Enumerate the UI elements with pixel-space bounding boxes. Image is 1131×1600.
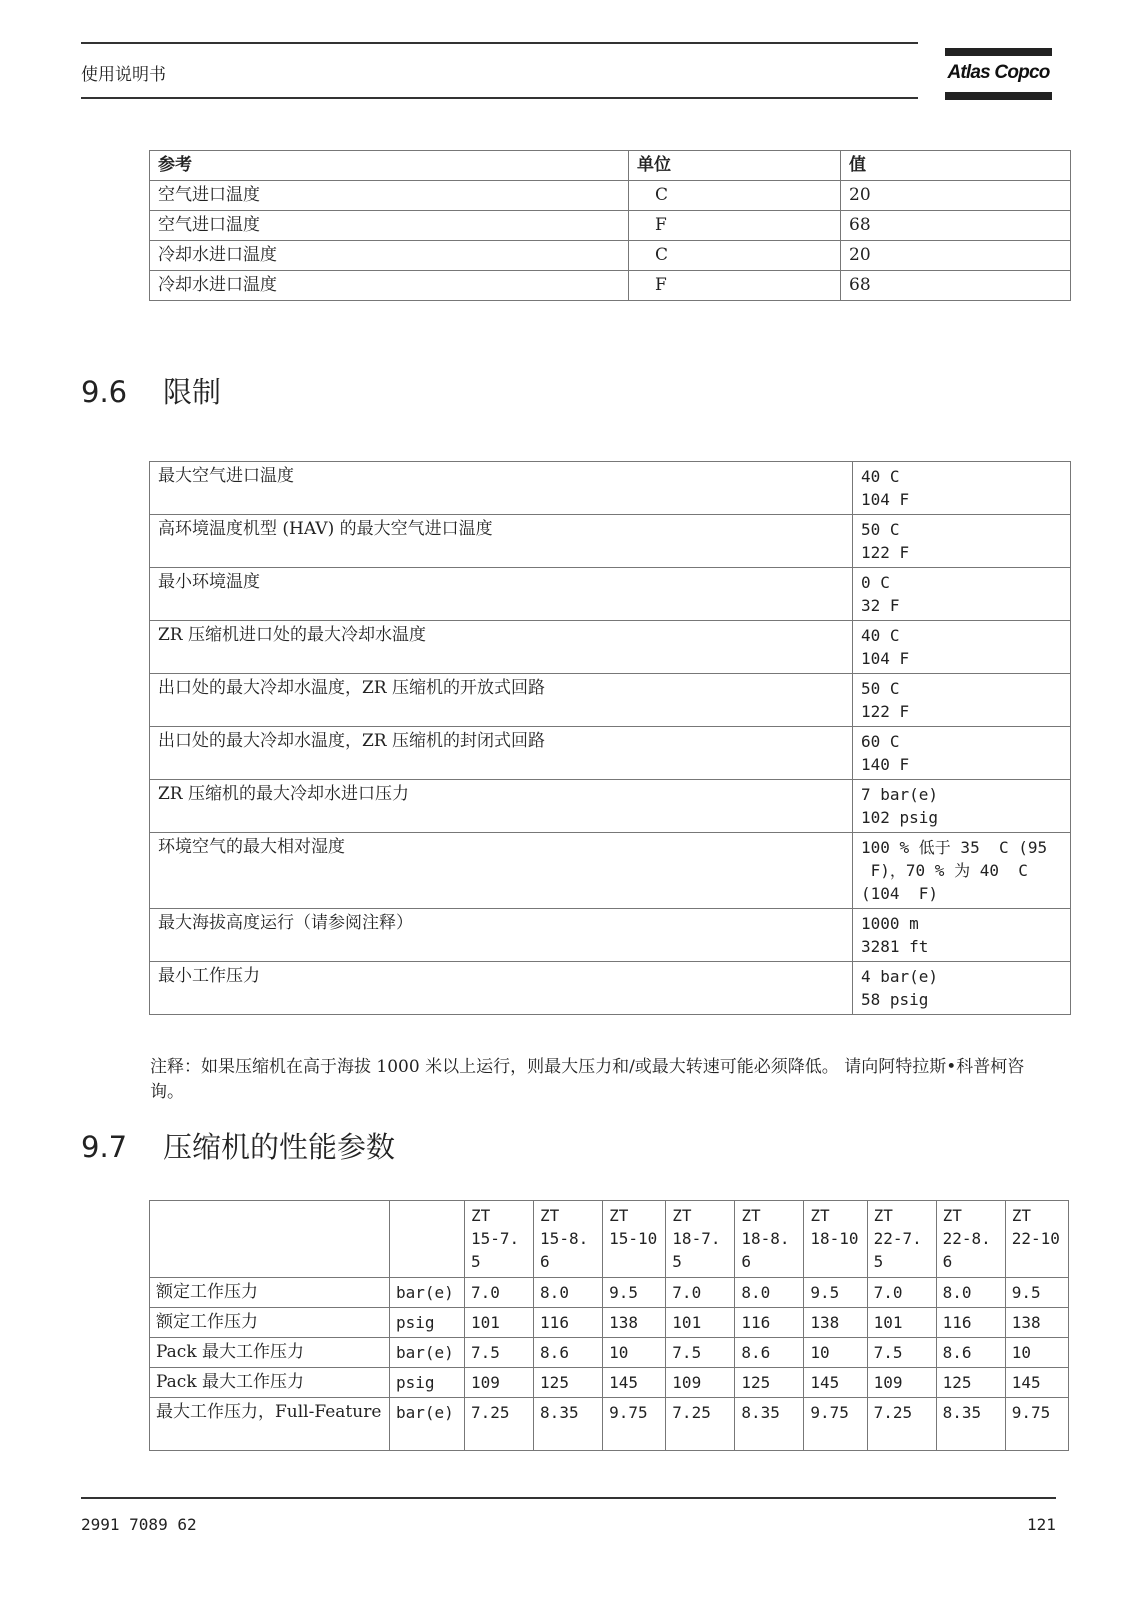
- perf-value: 7.25: [666, 1398, 735, 1451]
- model-header: ZT 22-7. 5: [867, 1201, 936, 1278]
- limit-value: 60 C 140 F: [853, 727, 1071, 780]
- perf-value: 8.0: [534, 1278, 603, 1308]
- footer-rule: [81, 1497, 1056, 1499]
- table-row: [150, 1278, 1069, 1308]
- perf-label: 最大工作压力，Full-Feature: [150, 1398, 390, 1451]
- perf-value: 8.6: [735, 1338, 804, 1368]
- perf-value: 9.75: [603, 1398, 666, 1451]
- ref-header-value: 值: [841, 151, 1071, 181]
- table-row: [150, 568, 1071, 621]
- perf-label: 额定工作压力: [150, 1308, 390, 1338]
- perf-value: 101: [666, 1308, 735, 1338]
- table-row: [150, 1338, 1069, 1368]
- limit-value: 7 bar(e) 102 psig: [853, 780, 1071, 833]
- ref-cell: C: [629, 181, 841, 211]
- perf-value: 7.25: [465, 1398, 534, 1451]
- perf-value: 145: [603, 1368, 666, 1398]
- table-row: [150, 962, 1071, 1015]
- limit-value: 40 C 104 F: [853, 621, 1071, 674]
- limit-label: 最大空气进口温度: [150, 462, 853, 515]
- limit-label: ZR 压缩机进口处的最大冷却水温度: [150, 621, 853, 674]
- ref-cell: 空气进口温度: [150, 181, 629, 211]
- limits-table: [149, 461, 1071, 1015]
- table-row: [150, 1398, 1069, 1451]
- perf-value: 125: [534, 1368, 603, 1398]
- perf-value: 138: [1005, 1308, 1068, 1338]
- limit-value: 100 % 低于 35 C (95 F)，70 % 为 40 C (104 F): [853, 833, 1071, 909]
- perf-value: 8.35: [735, 1398, 804, 1451]
- perf-value: 7.5: [666, 1338, 735, 1368]
- ref-cell: 冷却水进口温度: [150, 241, 629, 271]
- ref-cell: 68: [841, 211, 1071, 241]
- limit-value: 50 C 122 F: [853, 674, 1071, 727]
- limit-value: 0 C 32 F: [853, 568, 1071, 621]
- perf-value: 116: [735, 1308, 804, 1338]
- header-title: 使用说明书: [81, 65, 166, 85]
- perf-value: 8.35: [936, 1398, 1005, 1451]
- ref-cell: C: [629, 241, 841, 271]
- perf-value: 109: [465, 1368, 534, 1398]
- perf-value: 9.5: [603, 1278, 666, 1308]
- model-header: ZT 18-8. 6: [735, 1201, 804, 1278]
- perf-value: 109: [867, 1368, 936, 1398]
- table-row: [150, 780, 1071, 833]
- perf-value: 8.0: [735, 1278, 804, 1308]
- limit-label: 出口处的最大冷却水温度，ZR 压缩机的开放式回路: [150, 674, 853, 727]
- perf-value: 8.6: [936, 1338, 1005, 1368]
- perf-value: 9.5: [1005, 1278, 1068, 1308]
- table-row: [150, 1368, 1069, 1398]
- perf-value: 109: [666, 1368, 735, 1398]
- table-row: [150, 621, 1071, 674]
- perf-header-unit-blank: [390, 1201, 465, 1278]
- perf-value: 125: [936, 1368, 1005, 1398]
- perf-value: 8.35: [534, 1398, 603, 1451]
- ref-cell: 空气进口温度: [150, 211, 629, 241]
- header-bottom-rule: [81, 97, 918, 99]
- perf-value: 10: [603, 1338, 666, 1368]
- model-header: ZT 18-10: [804, 1201, 867, 1278]
- perf-value: 138: [804, 1308, 867, 1338]
- perf-label: Pack 最大工作压力: [150, 1368, 390, 1398]
- perf-unit: psig: [390, 1308, 465, 1338]
- section-heading-limits: 9.6 限制: [81, 375, 222, 409]
- limit-value: 4 bar(e) 58 psig: [853, 962, 1071, 1015]
- ref-cell: 68: [841, 271, 1071, 301]
- perf-value: 7.0: [666, 1278, 735, 1308]
- ref-cell: F: [629, 211, 841, 241]
- limit-value: 50 C 122 F: [853, 515, 1071, 568]
- perf-value: 10: [1005, 1338, 1068, 1368]
- ref-cell: 20: [841, 241, 1071, 271]
- reference-conditions-table: [149, 150, 1071, 301]
- header-top-rule: [81, 42, 918, 44]
- section-heading-performance: 9.7 压缩机的性能参数: [81, 1130, 396, 1164]
- altitude-note: 注释：如果压缩机在高于海拔 1000 米以上运行，则最大压力和/或最大转速可能必须降低。 请向阿特拉斯•科普柯咨询。: [150, 1057, 1025, 1102]
- table-row: [150, 833, 1071, 909]
- limit-label: 最大海拔高度运行（请参阅注释）: [150, 909, 853, 962]
- ref-header-unit: 单位: [629, 151, 841, 181]
- model-header: ZT 15-7. 5: [465, 1201, 534, 1278]
- table-row: [150, 271, 1071, 301]
- perf-value: 7.5: [867, 1338, 936, 1368]
- table-row: [150, 674, 1071, 727]
- perf-value: 138: [603, 1308, 666, 1338]
- table-row: [150, 241, 1071, 271]
- perf-value: 145: [1005, 1368, 1068, 1398]
- perf-header-blank: [150, 1201, 390, 1278]
- perf-value: 7.25: [867, 1398, 936, 1451]
- ref-cell: 20: [841, 181, 1071, 211]
- perf-value: 9.75: [1005, 1398, 1068, 1451]
- perf-value: 9.75: [804, 1398, 867, 1451]
- perf-value: 10: [804, 1338, 867, 1368]
- perf-unit: bar(e): [390, 1278, 465, 1308]
- model-header: ZT 15-10: [603, 1201, 666, 1278]
- perf-unit: bar(e): [390, 1338, 465, 1368]
- ref-cell: F: [629, 271, 841, 301]
- perf-value: 125: [735, 1368, 804, 1398]
- model-header: ZT 15-8. 6: [534, 1201, 603, 1278]
- perf-value: 145: [804, 1368, 867, 1398]
- limit-label: 出口处的最大冷却水温度，ZR 压缩机的封闭式回路: [150, 727, 853, 780]
- model-header: ZT 18-7. 5: [666, 1201, 735, 1278]
- perf-value: 7.5: [465, 1338, 534, 1368]
- limit-value: 40 C 104 F: [853, 462, 1071, 515]
- table-row: [150, 909, 1071, 962]
- perf-value: 8.0: [936, 1278, 1005, 1308]
- table-row: [150, 211, 1071, 241]
- atlas-copco-logo: Atlas Copco: [945, 48, 1052, 101]
- ref-cell: 冷却水进口温度: [150, 271, 629, 301]
- perf-value: 8.6: [534, 1338, 603, 1368]
- table-row: [150, 515, 1071, 568]
- limit-label: ZR 压缩机的最大冷却水进口压力: [150, 780, 853, 833]
- table-row: [150, 181, 1071, 211]
- model-header: ZT 22-8. 6: [936, 1201, 1005, 1278]
- performance-table: [149, 1200, 1069, 1451]
- table-row: [150, 462, 1071, 515]
- model-header: ZT 22-10: [1005, 1201, 1068, 1278]
- perf-unit: psig: [390, 1368, 465, 1398]
- perf-value: 101: [465, 1308, 534, 1338]
- limit-label: 最小工作压力: [150, 962, 853, 1015]
- limit-label: 最小环境温度: [150, 568, 853, 621]
- perf-unit: bar(e): [390, 1398, 465, 1451]
- limit-value: 1000 m 3281 ft: [853, 909, 1071, 962]
- limit-label: 高环境温度机型 (HAV) 的最大空气进口温度: [150, 515, 853, 568]
- perf-value: 101: [867, 1308, 936, 1338]
- table-row: [150, 1308, 1069, 1338]
- perf-value: 116: [534, 1308, 603, 1338]
- document-number: 2991 7089 62: [81, 1515, 197, 1534]
- table-row: [150, 727, 1071, 780]
- page-number: 121: [1027, 1515, 1056, 1534]
- perf-value: 9.5: [804, 1278, 867, 1308]
- ref-header-reference: 参考: [150, 151, 629, 181]
- limit-label: 环境空气的最大相对湿度: [150, 833, 853, 909]
- perf-label: Pack 最大工作压力: [150, 1338, 390, 1368]
- perf-value: 7.0: [465, 1278, 534, 1308]
- perf-value: 7.0: [867, 1278, 936, 1308]
- perf-value: 116: [936, 1308, 1005, 1338]
- perf-label: 额定工作压力: [150, 1278, 390, 1308]
